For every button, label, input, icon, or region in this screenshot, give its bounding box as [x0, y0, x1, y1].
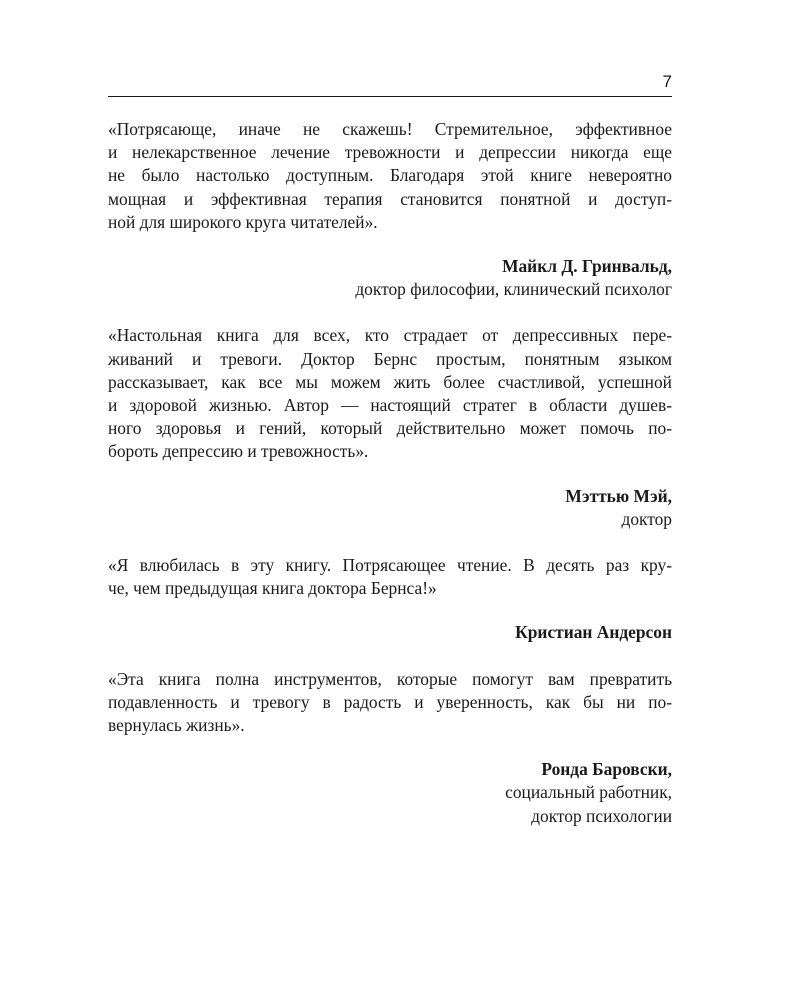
header-rule: [108, 96, 672, 97]
quote-line: «Эта книга полна инструментов, которые помогут вам превратить: [108, 668, 672, 689]
author-name: Майкл Д. Гринвальд,: [502, 256, 672, 277]
quote-line: «Я влюбилась в эту книгу. Потрясающее чтение. В десять раз кру-: [108, 555, 672, 576]
author-name: Ронда Баровски,: [541, 759, 672, 780]
attribution: [108, 758, 672, 828]
quote-line: «Потрясающе, иначе не скажешь! Стремительное, эффективное: [108, 119, 672, 139]
page-number: 7: [662, 72, 672, 91]
quote-line: «Настольная книга для всех, кто страдает от депрессивных пере-: [108, 325, 672, 346]
author-title: доктор философии, клинический психолог: [355, 279, 672, 300]
quote-text: [108, 118, 672, 234]
quote-line: и здоровой жизнью. Автор — настоящий стратег в области душев-: [108, 395, 672, 416]
quote-line: мощная и эффективная терапия становится понятной и доступ-: [108, 188, 672, 209]
quote-line: подавленность и тревогу в радость и уверенность, как бы ни по-: [108, 691, 672, 712]
quote-line: живаний и тревоги. Доктор Бернс простым, понятным языком: [108, 348, 672, 369]
testimonials: [108, 118, 672, 851]
testimonial-may: [108, 324, 672, 531]
quote-text: [108, 668, 672, 738]
quote-line: бороть депрессию и тревожность».: [108, 441, 369, 462]
quote-line: рассказывает, как все мы можем жить более счастливой, успешной: [108, 371, 672, 392]
quote-line: не было настолько доступным. Благодаря этой книге невероятно: [108, 165, 672, 186]
testimonial-barovski: [108, 668, 672, 828]
quote-line: ной для широкого круга читателей».: [108, 211, 378, 232]
author-name: Мэттью Мэй,: [565, 485, 672, 506]
quote-line: ного здоровья и гений, который действительно может помочь по-: [108, 418, 672, 439]
author-title: доктор: [621, 508, 672, 529]
attribution: [108, 255, 672, 301]
author-title: социальный работник,: [505, 782, 672, 803]
attribution: [108, 621, 672, 644]
testimonial-greenwald: [108, 118, 672, 301]
quote-line: че, чем предыдущая книга доктора Бернса!»: [108, 578, 437, 599]
author-name: Кристиан Андерсон: [515, 622, 672, 643]
quote-line: вернулась жизнь».: [108, 715, 245, 736]
testimonial-anderson: [108, 554, 672, 645]
author-title: доктор психологии: [531, 805, 672, 826]
attribution: [108, 485, 672, 531]
quote-line: и нелекарственное лечение тревожности и депрессии никогда еще: [108, 142, 672, 163]
quote-text: [108, 554, 672, 600]
quote-text: [108, 324, 672, 463]
